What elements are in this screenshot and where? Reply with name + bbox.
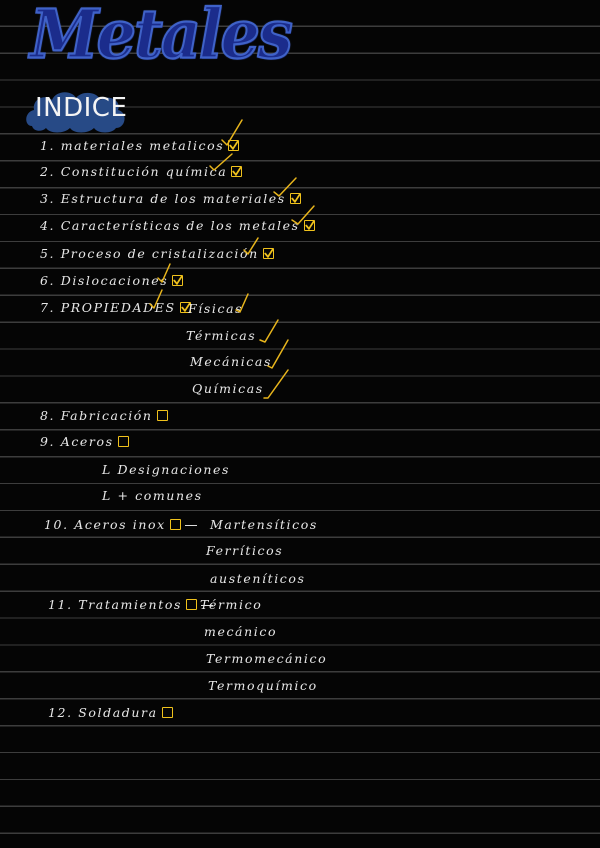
check-mark-icon bbox=[290, 202, 320, 232]
index-item-3 bbox=[40, 193, 301, 206]
propiedades-sub-4: Químicas bbox=[192, 381, 264, 396]
inox-sub-3: austeníticos bbox=[210, 571, 306, 586]
index-item-11-label: 11. Tratamientos bbox=[48, 597, 182, 612]
index-item-9 bbox=[40, 436, 129, 449]
index-item-5 bbox=[40, 248, 274, 261]
index-item-4-label: 4. Características de los metales bbox=[40, 218, 300, 233]
index-item-2-label: 2. Constitución química bbox=[40, 164, 228, 179]
checkbox-8[interactable] bbox=[157, 410, 168, 421]
index-item-6-label: 6. Dislocaciones bbox=[40, 273, 169, 288]
tratamientos-sub-2: mecánico bbox=[204, 624, 278, 639]
tratamientos-sub-4: Termoquímico bbox=[208, 678, 318, 693]
check-mark-icon bbox=[266, 334, 296, 364]
index-item-7-label: 7. PROPIEDADES bbox=[40, 300, 176, 315]
tratamientos-sub-1: Térmico bbox=[200, 597, 263, 612]
index-item-4 bbox=[40, 220, 315, 233]
check-mark-icon bbox=[206, 150, 236, 180]
inox-sub-1: Martensíticos bbox=[210, 517, 318, 532]
checkbox-11[interactable] bbox=[186, 599, 197, 610]
propiedades-sub-1: Físicas bbox=[188, 301, 244, 316]
arrow-icon bbox=[185, 525, 197, 527]
index-item-1-label: 1. materiales metalicos bbox=[40, 138, 225, 153]
index-item-5-label: 5. Proceso de cristalización bbox=[40, 246, 259, 261]
checkbox-12[interactable] bbox=[162, 707, 173, 718]
checkbox-9[interactable] bbox=[118, 436, 129, 447]
index-item-9-label: 9. Aceros bbox=[40, 434, 114, 449]
index-item-12-label: 12. Soldadura bbox=[48, 705, 158, 720]
propiedades-sub-3: Mecánicas bbox=[190, 354, 272, 369]
page-title: Metales bbox=[30, 0, 291, 74]
index-item-8-label: 8. Fabricación bbox=[40, 408, 153, 423]
inox-sub-2: Ferríticos bbox=[206, 543, 284, 558]
index-item-3-label: 3. Estructura de los materiales bbox=[40, 191, 286, 206]
index-item-10 bbox=[44, 519, 197, 532]
check-mark-icon bbox=[240, 236, 270, 266]
index-item-10-label: 10. Aceros inox bbox=[44, 517, 166, 532]
check-mark-icon bbox=[234, 290, 264, 320]
index-item-12 bbox=[48, 707, 173, 720]
index-item-11 bbox=[48, 599, 213, 612]
check-mark-icon bbox=[218, 118, 248, 148]
propiedades-sub-2: Térmicas bbox=[186, 328, 257, 343]
checkbox-10[interactable] bbox=[170, 519, 181, 530]
tratamientos-sub-3: Termomecánico bbox=[206, 651, 328, 666]
index-heading: INDICE bbox=[35, 93, 128, 123]
aceros-sub-2: L + comunes bbox=[102, 488, 203, 503]
index-item-8 bbox=[40, 410, 168, 423]
aceros-sub-1: L Designaciones bbox=[102, 462, 230, 477]
check-mark-icon bbox=[146, 288, 176, 318]
check-mark-icon bbox=[270, 174, 300, 204]
check-mark-icon bbox=[262, 368, 292, 398]
